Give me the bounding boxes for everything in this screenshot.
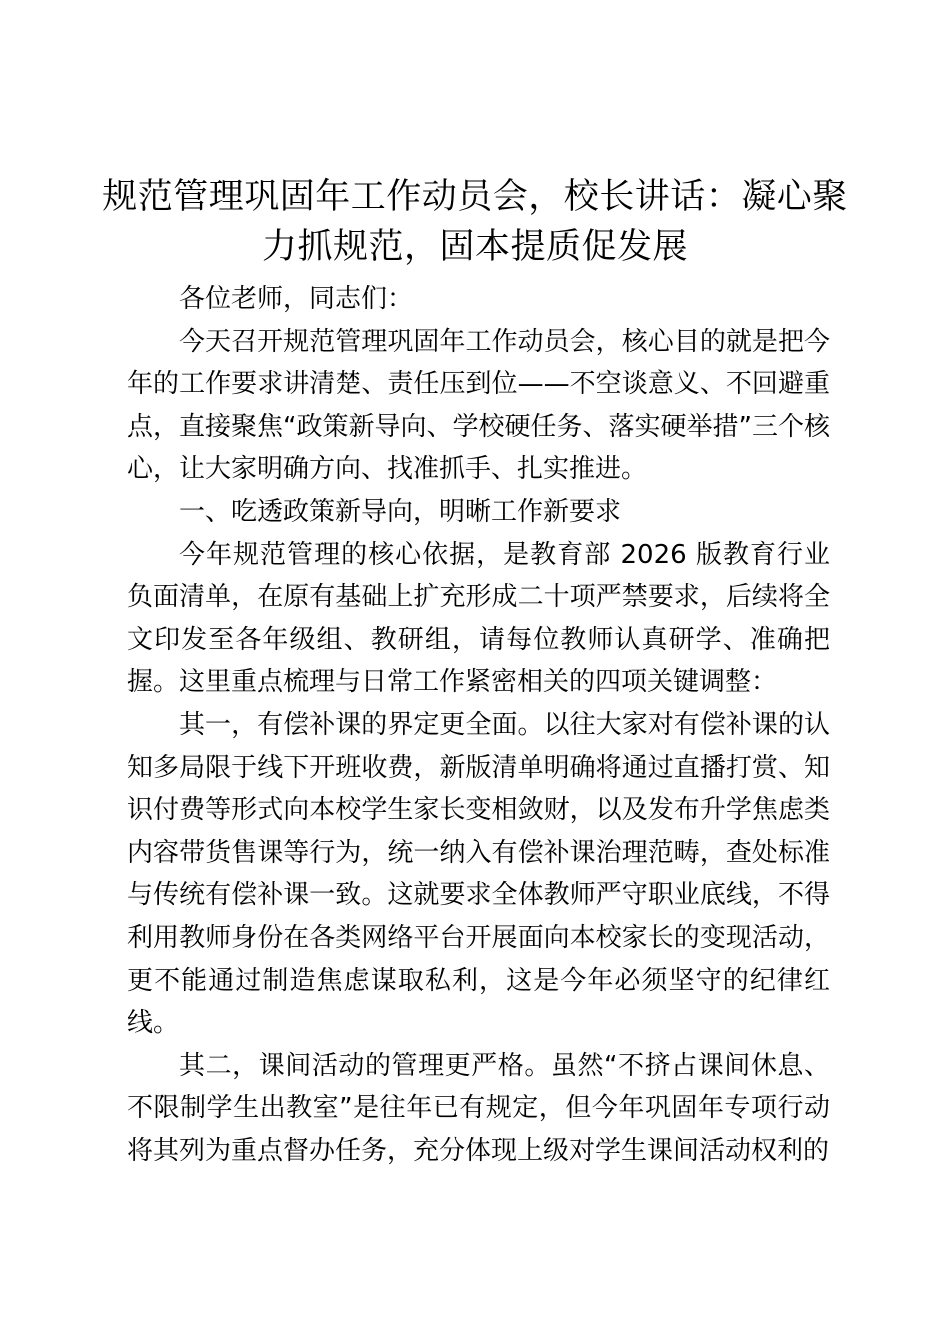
- section-heading-1: 一、吃透政策新导向，明晰工作新要求: [179, 496, 622, 527]
- policy-paragraph: 今年规范管理的核心依据，是教育部 2026 版教育行业负面清单，在原有基础上扩充形成二十项严禁要求，后续将全文印发至各年级组、教研组，请每位教师认真研学、准确把握。这里重点梳理与日常工作紧密相关的四项关键调整：: [127, 539, 830, 698]
- document-body: [127, 278, 830, 1172]
- document-title: 规范管理巩固年工作动员会，校长讲话：凝心聚力抓规范，固本提质促发展: [102, 177, 848, 267]
- salutation-paragraph: 各位老师，同志们：: [179, 284, 414, 314]
- intro-paragraph: 今天召开规范管理巩固年工作动员会，核心目的就是把今年的工作要求讲清楚、责任压到位——不空谈意义、不回避重点，直接聚焦“政策新导向、学校硬任务、落实硬举措”三个核心，让大家明确方向、找准抓手、扎实推进。: [127, 326, 830, 485]
- point-one-paragraph: 其一，有偿补课的界定更全面。以往大家对有偿补课的认知多局限于线下开班收费，新版清单明确将通过直播打赏、知识付费等形式向本校学生家长变相敛财，以及发布升学焦虑类内容带货售课等行为，统一纳入有偿补课治理范畴，查处标准与传统有偿补课一致。这就要求全体教师严守职业底线，不得利用教师身份在各类网络平台开展面向本校家长的变现活动，更不能通过制造焦虑谋取私利，这是今年必须坚守的纪律红线。: [127, 709, 830, 1039]
- point-two-paragraph: 其二，课间活动的管理更严格。虽然“不挤占课间休息、不限制学生出教室”是往年已有规定，但今年巩固年专项行动将其列为重点督办任务，充分体现上级对学生课间活动权利的: [127, 1050, 830, 1166]
